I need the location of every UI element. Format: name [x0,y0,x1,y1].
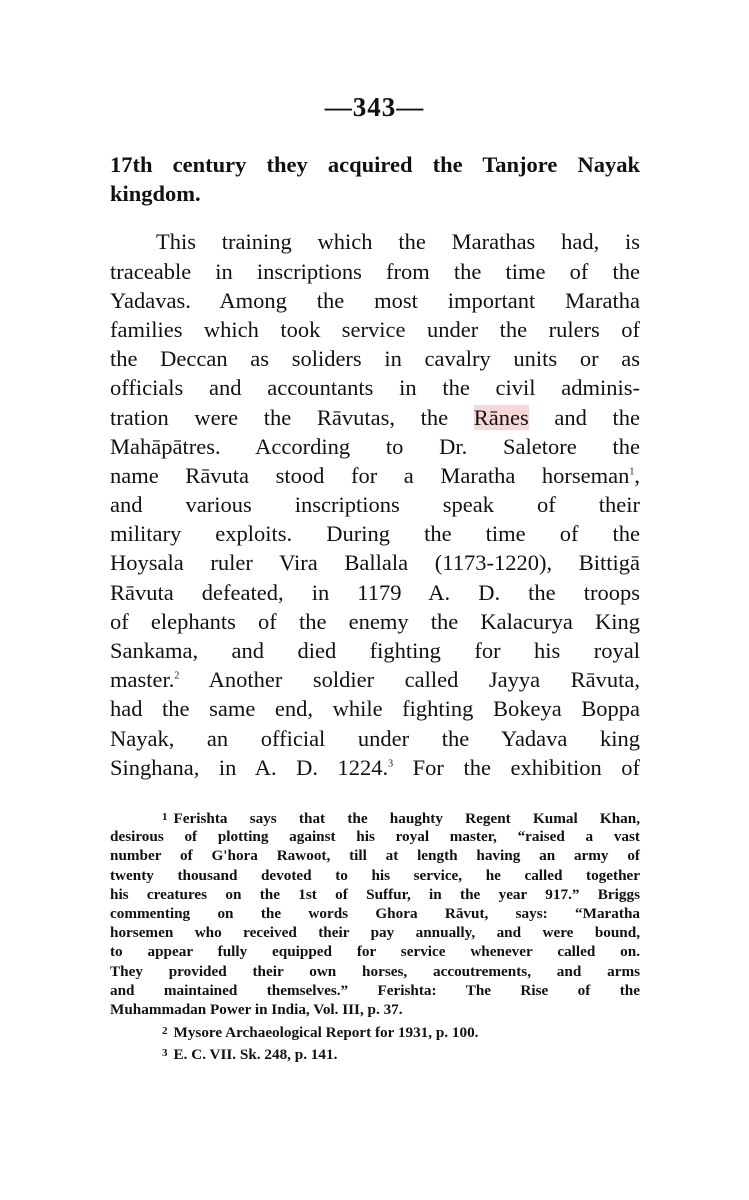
footnote-line: to appear fully equipped for service whenever called on. [110,943,640,961]
body-line: officials and accountants in the civil adminis- [110,375,640,401]
body-line [110,753,640,782]
body-line [110,665,640,694]
body-line-segment: tration were the Rāvutas, the [110,404,474,430]
footnote-line: and maintained themselves.” Ferishta: The Rise of the [110,981,640,999]
footnote-line: horsemen who received their pay annually, and were bound, [110,924,640,942]
footnote-line [110,808,640,827]
body-line-segment: master. [110,667,175,693]
footnote-line: They provided their own horses, accoutrements, and arms [110,962,640,980]
footnote-line [110,1044,640,1063]
footnote-ref: 1 [629,466,635,478]
footnote-line: Muhammadan Power in India, Vol. III, p. 37. [110,1000,403,1018]
body-line: of elephants of the enemy the Kalacurya King [110,608,640,634]
footnote-line: twenty thousand devoted to his service, he called together [110,866,640,884]
body-line: military exploits. During the time of the [110,521,640,547]
footnote-line [110,1022,640,1041]
page-number: —343— [324,92,425,122]
highlighted-word: Rānes [473,404,529,430]
body-line: had the same end, while fighting Bokeya Boppa [110,696,640,722]
footnotes [110,808,640,1063]
body-line: Yadavas. Among the most important Maratha [110,287,640,313]
body-line: traceable in inscriptions from the time of the [110,258,640,284]
footnote-number: 3 [162,1047,168,1060]
footnote-number: 2 [162,1025,168,1038]
body-line-segment: Singhana, in A. D. 1224. [110,754,389,780]
footnote-line: commenting on the words Ghora Rāvut, says: “Maratha [110,904,640,922]
body-line-segment: Another soldier called Jayya Rāvuta, [179,667,640,693]
footnote-line: desirous of plotting against his royal master, “raised a vast [110,828,640,846]
body-line: Sankama, and died fighting for his royal [110,638,640,663]
body-line [110,461,640,490]
body-line: 17th century they acquired the Tanjore Nayak [110,152,640,177]
body-line: Rāvuta defeated, in 1179 A. D. the troops [110,579,640,605]
body-line-segment: For the exhibition of [393,754,641,780]
body-line: Mahāpātres. According to Dr. Saletore the [110,433,640,459]
footnote-number: 1 [162,811,168,823]
body-line: This training which the Marathas had, is [156,229,640,255]
body-line: and various inscriptions speak of their [110,492,640,518]
footnote-line: number of G'hora Rawoot, till at length having an army of [110,847,640,865]
footnote-ref: 3 [388,758,394,770]
footnote-line: his creatures on the 1st of Suffur, in the year 917.” Briggs [110,885,640,903]
body-line: Nayak, an official under the Yadava king [110,725,640,751]
body-line [110,403,640,432]
body-line: the Deccan as soliders in cavalry units or as [110,346,640,372]
body-line: Hoysala ruler Vira Ballala (1173-1220), Bittigā [110,550,640,576]
footnote-text: E. C. VII. Sk. 248, p. 141. [173,1046,338,1064]
body-text [110,150,640,782]
body-line: families which took service under the rulers of [110,316,640,342]
body-line-segment: name Rāvuta stood for a Maratha horseman [110,462,630,488]
footnote-ref: 2 [174,670,180,682]
footnote-text: Ferishta says that the haughty Regent Kumal Khan, [173,810,640,827]
body-line: kingdom. [110,181,201,207]
footnote-text: Mysore Archaeological Report for 1931, p. 100. [173,1024,479,1042]
body-line-segment: and the [528,404,640,430]
body-line-segment: , [634,462,640,488]
